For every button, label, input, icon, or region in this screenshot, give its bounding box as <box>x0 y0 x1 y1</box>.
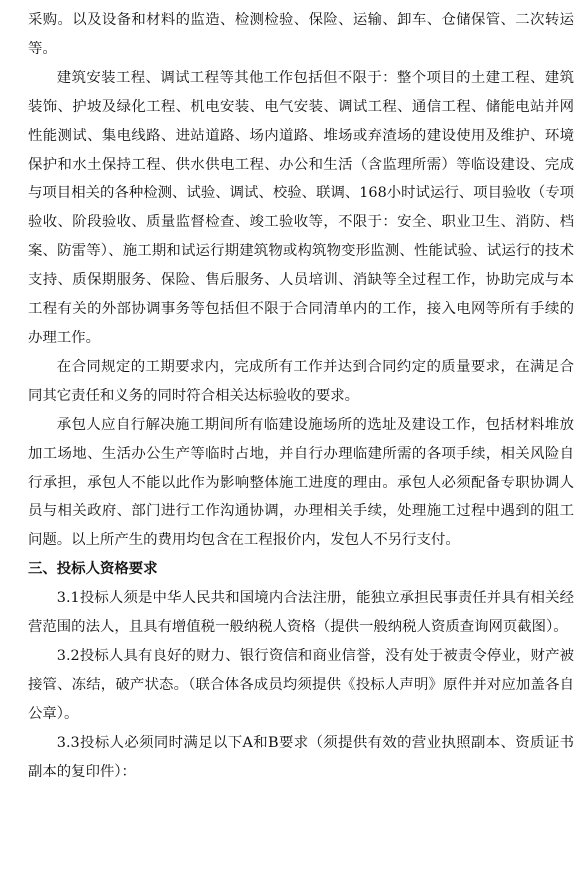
paragraph-requirement-3-3: 3.3投标人必须同时满足以下A和B要求（须提供有效的营业执照副本、资质证书副本的复印件）： <box>28 734 574 780</box>
paragraph-requirement-3-1: 3.1投标人须是中华人民共和国境内合法注册，能独立承担民事责任并具有相关经营范围的法人，且具有增值税一般纳税人资格（提供一般纳税人资质查询网页截图）。 <box>28 590 574 636</box>
section-heading-bidder-qualification: 三、投标人资格要求 <box>28 561 158 578</box>
paragraph-requirement-3-2: 3.2投标人具有良好的财力、银行资信和商业信誉，没有处于被责令停业，财产被接管、冻结，破产状态。（联合体各成员均须提供《投标人声明》原件并对应加盖各自公章）。 <box>28 647 574 722</box>
paragraph-temporary-facilities: 承包人应自行解决施工期间所有临建设施场所的选址及建设工作，包括材料堆放加工场地、生活办公生产等临时占地，并自行办理临建所需的各项手续，相关风险自行承担，承包人不能以此作为影响整体施工进度的理由。承包人必须配备专职协调人员与相关政府、部门进行工作沟通协调，办理相关手续，处理施工过程中遇到的阻工问题。以上所产生的费用均包含在工程报价内，发包人不另行支付。 <box>28 416 574 549</box>
paragraph-procurement-scope: 采购。以及设备和材料的监造、检测检验、保险、运输、卸车、仓储保管、二次转运等。 <box>28 12 574 57</box>
paragraph-construction-scope: 建筑安装工程、调试工程等其他工作包括但不限于：整个项目的土建工程、建筑装饰、护坡及绿化工程、机电安装、电气安装、调试工程、通信工程、储能电站并网性能测试、集电线路、进站道路、场内道路、堆场或弃渣场的建设使用及维护、环境保护和水土保持工程、供水供电工程、办公和生活（含监理所需）等临设建设、完成与项目相关的各种检测、试验、调试、校验、联调、168小时试运行、项目验收（专项验收、阶段验收、质量监督检查、竣工验收等，不限于：安全、职业卫生、消防、档案、防雷等）、施工期和试运行期建筑物或构筑物变形监测、性能试验、试运行的技术支持、质保期服务、保险、售后服务、人员培训、消缺等全过程工作，协助完成与本工程有关的外部协调事务等包括但不限于合同清单内的工作，接入电网等所有手续的办理工作。 <box>28 69 574 346</box>
paragraph-quality-requirement: 在合同规定的工期要求内，完成所有工作并达到合同约定的质量要求，在满足合同其它责任和义务的同时符合相关达标验收的要求。 <box>28 358 574 404</box>
